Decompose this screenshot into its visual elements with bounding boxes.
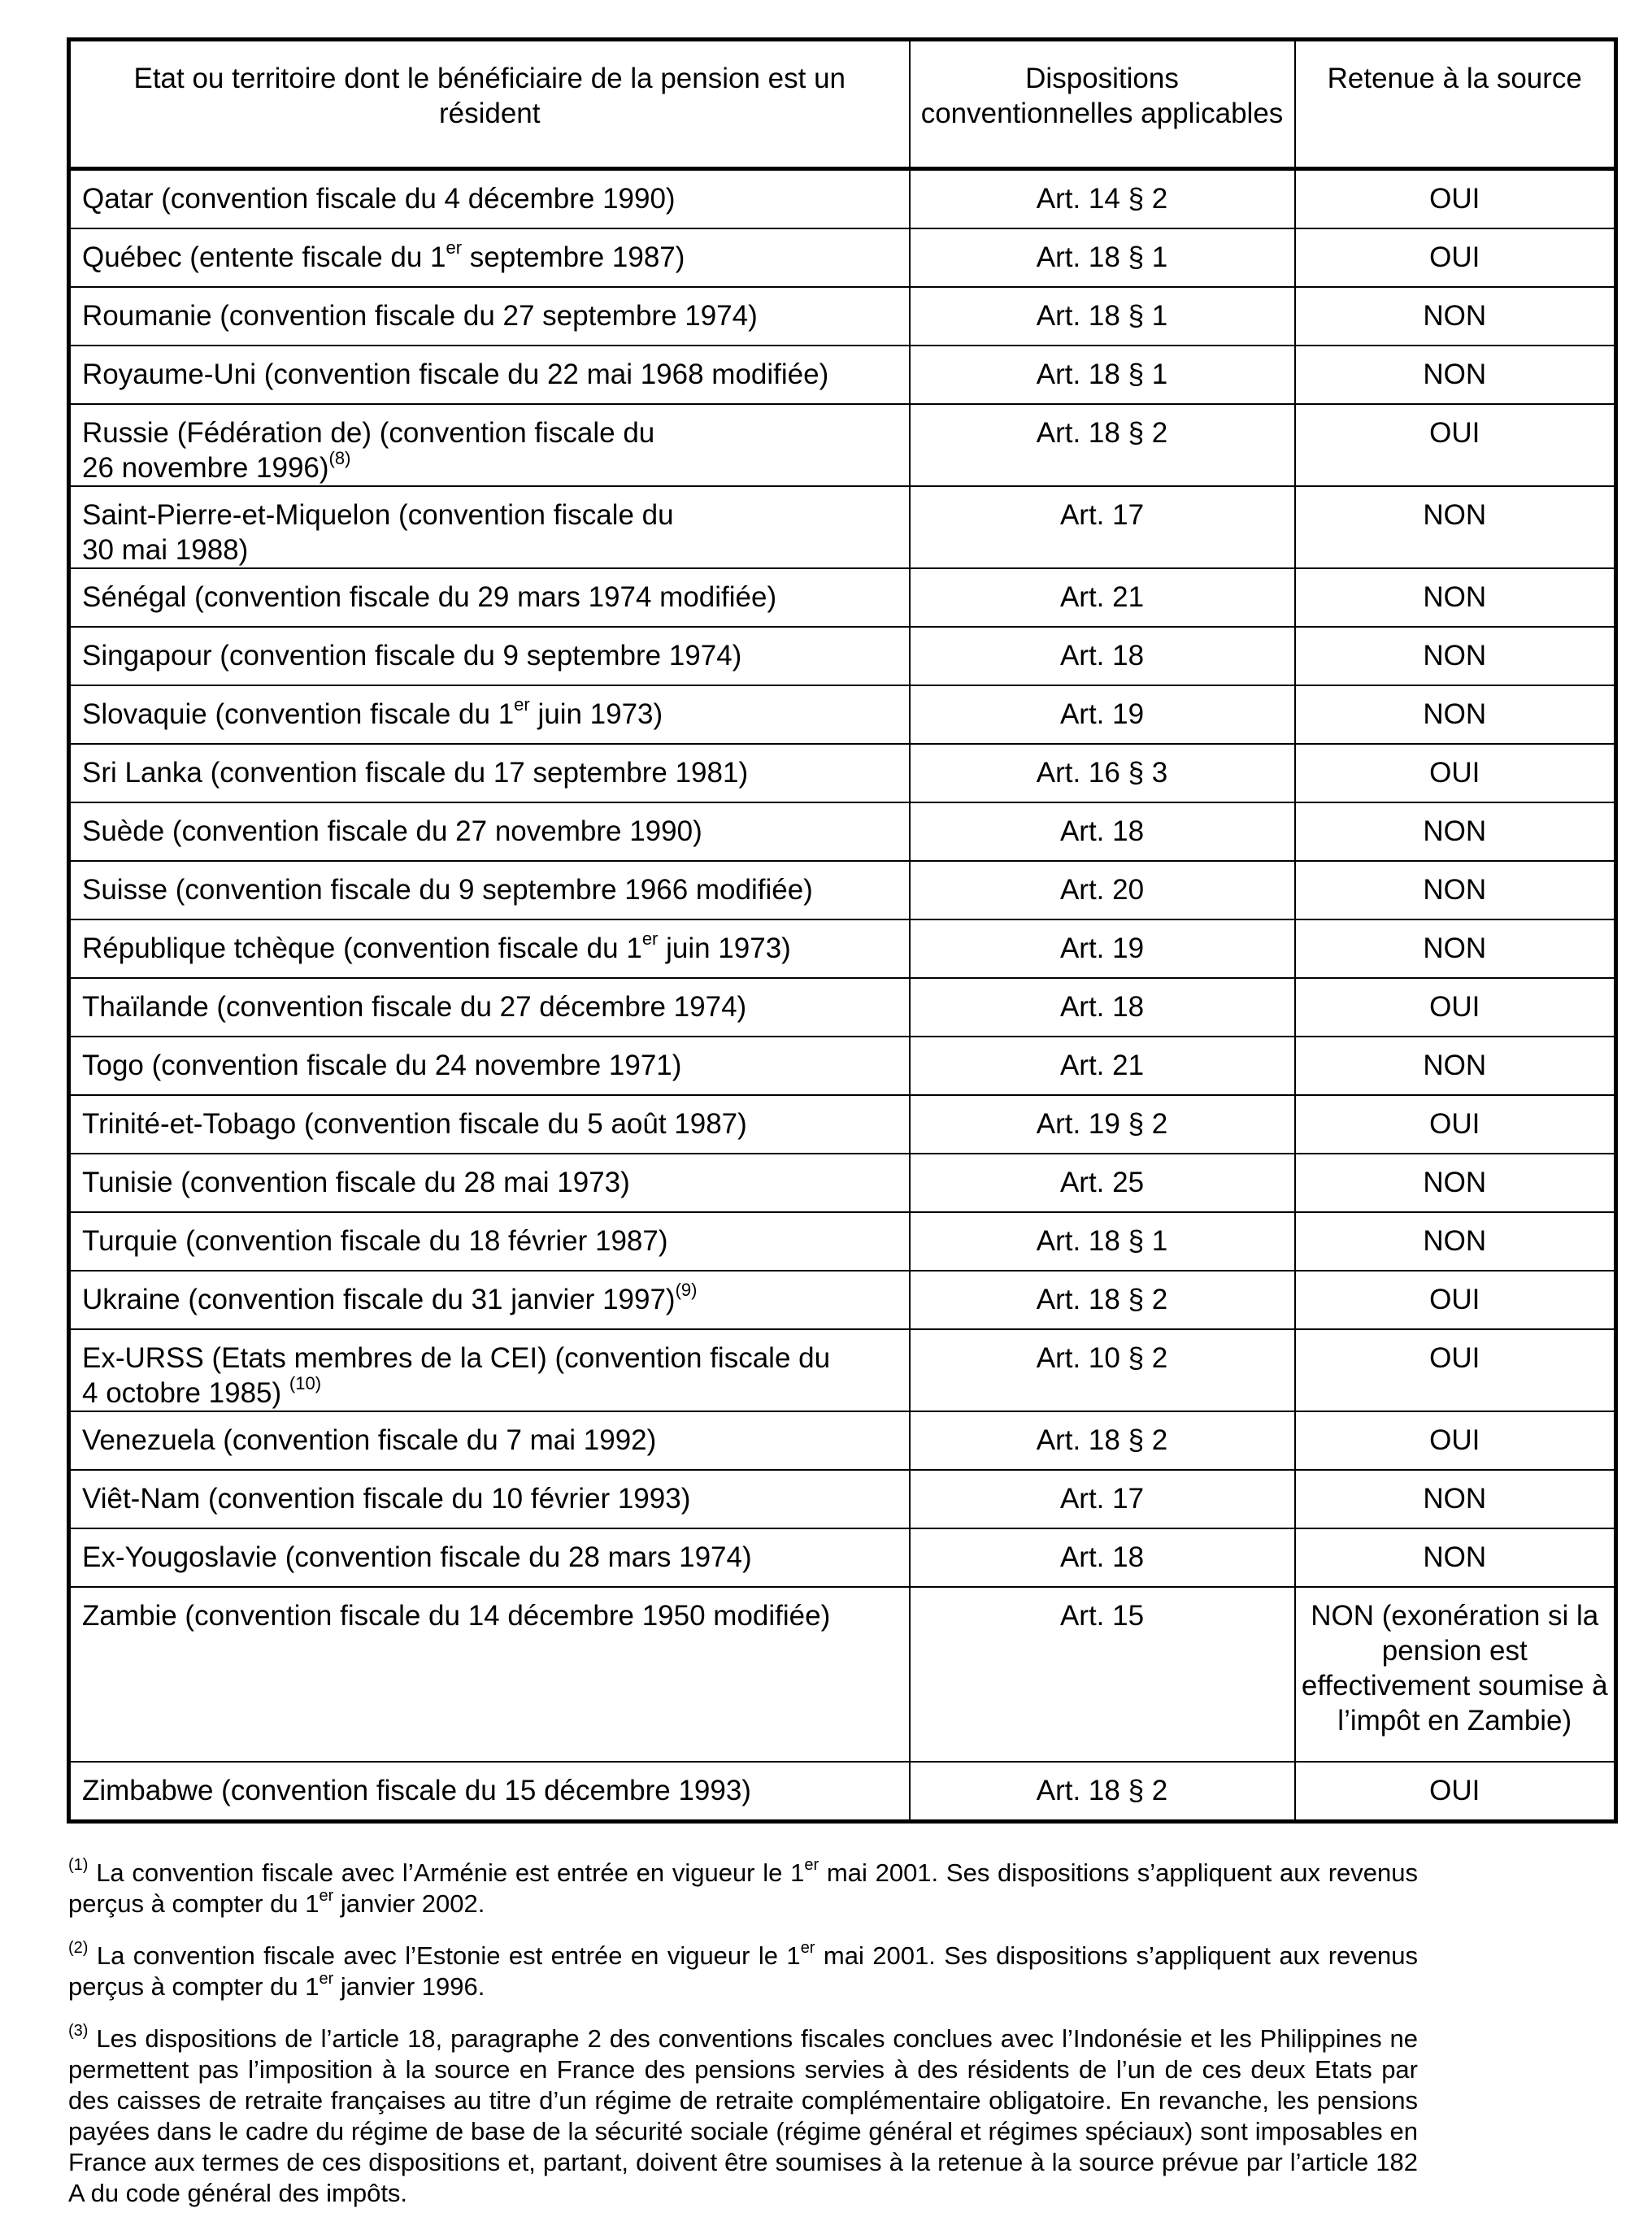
- article-cell: Art. 19: [910, 919, 1295, 978]
- article-cell: Art. 14 § 2: [910, 169, 1295, 229]
- article-cell: Art. 16 § 3: [910, 744, 1295, 802]
- footnote-3: $^{(3)}$ Les dispositions de l’article 18, paragraphe 2 des conventions fiscales conclues avec l’Indonésie et les Philippines ne permettent pas l’imposition à la source en France des pensions servies à des résidents de l’un de ces deux Etats par des caisses de retraite françaises au titre d’un régime de retraite complémentaire obligatoire. En revanche, les pensions payées dans le cadre du régime de base de la sécurité sociale (régime général et régimes spéciaux) sont imposables en France aux termes de ces dispositions et, partant, doivent être soumises à la retenue à la source prévue par l’article 182 A du code général des impôts.: [68, 2021, 1418, 2207]
- retenue-cell: NON: [1295, 861, 1616, 919]
- country-cell: Ex-Yougoslavie (convention fiscale du 28 mars 1974): [69, 1528, 910, 1587]
- table-row: [69, 802, 1616, 861]
- country-cell: Roumanie (convention fiscale du 27 septembre 1974): [69, 287, 910, 346]
- table-row: [69, 287, 1616, 346]
- retenue-cell: NON: [1295, 1528, 1616, 1587]
- article-cell: Art. 18 § 1: [910, 228, 1295, 287]
- superscript: er: [446, 237, 463, 259]
- country-cell: Venezuela (convention fiscale du 7 mai 1992): [69, 1411, 910, 1470]
- country-cell: Viêt-Nam (convention fiscale du 10 février 1993): [69, 1470, 910, 1528]
- retenue-cell: OUI: [1295, 1411, 1616, 1470]
- retenue-cell: OUI: [1295, 228, 1616, 287]
- retenue-cell: OUI: [1295, 1271, 1616, 1329]
- retenue-cell: OUI: [1295, 744, 1616, 802]
- superscript: (8): [328, 448, 351, 469]
- table-row: [69, 1411, 1616, 1470]
- footnote-1: $^{(1)}$ La convention fiscale avec l’Arménie est entrée en vigueur le 1er mai 2001. Ses dispositions s’appliquent aux revenus perçus à compter du 1er janvier 2002.: [68, 1855, 1418, 1918]
- country-cell: Royaume-Uni (convention fiscale du 22 mai 1968 modifiée): [69, 346, 910, 404]
- retenue-cell: NON: [1295, 486, 1616, 568]
- retenue-cell: NON: [1295, 919, 1616, 978]
- article-cell: Art. 21: [910, 568, 1295, 627]
- article-cell: Art. 18 § 2: [910, 1762, 1295, 1822]
- retenue-cell: NON: [1295, 1037, 1616, 1095]
- article-cell: Art. 18: [910, 627, 1295, 685]
- article-cell: Art. 18: [910, 802, 1295, 861]
- footnote-marker: (3): [68, 2021, 89, 2040]
- article-cell: Art. 18 § 2: [910, 1271, 1295, 1329]
- table-row: [69, 1470, 1616, 1528]
- article-cell: Art. 18 § 1: [910, 346, 1295, 404]
- country-cell: Togo (convention fiscale du 24 novembre 1971): [69, 1037, 910, 1095]
- retenue-cell: OUI: [1295, 404, 1616, 486]
- convention-table: [67, 37, 1618, 1824]
- footnote-marker: (1): [68, 1855, 89, 1874]
- retenue-cell: NON: [1295, 1470, 1616, 1528]
- retenue-cell: NON: [1295, 685, 1616, 744]
- superscript: (9): [675, 1280, 698, 1301]
- country-cell: Ex-URSS (Etats membres de la CEI) (convention fiscale du 4 octobre 1985) $^{(10)}$: [69, 1329, 910, 1411]
- country-cell: Turquie (convention fiscale du 18 février 1987): [69, 1212, 910, 1271]
- retenue-cell: NON (exonération si la pension est effectivement soumise à l’impôt en Zambie): [1295, 1587, 1616, 1762]
- country-cell: Sri Lanka (convention fiscale du 17 septembre 1981): [69, 744, 910, 802]
- retenue-cell: NON: [1295, 627, 1616, 685]
- article-cell: Art. 18 § 2: [910, 1411, 1295, 1470]
- footnotes: [68, 1855, 1418, 2230]
- article-cell: Art. 20: [910, 861, 1295, 919]
- article-cell: Art. 19 § 2: [910, 1095, 1295, 1154]
- table-row: [69, 685, 1616, 744]
- retenue-cell: NON: [1295, 287, 1616, 346]
- article-cell: Art. 18 § 1: [910, 1212, 1295, 1271]
- retenue-cell: OUI: [1295, 1095, 1616, 1154]
- country-cell: Slovaquie (convention fiscale du 1er juin 1973): [69, 685, 910, 744]
- table-row: [69, 1271, 1616, 1329]
- country-cell: Suisse (convention fiscale du 9 septembre 1966 modifiée): [69, 861, 910, 919]
- country-cell: Singapour (convention fiscale du 9 septembre 1974): [69, 627, 910, 685]
- table-row: [69, 627, 1616, 685]
- table-row: [69, 1329, 1616, 1411]
- country-cell: Thaïlande (convention fiscale du 27 décembre 1974): [69, 978, 910, 1037]
- table-row: [69, 1154, 1616, 1212]
- retenue-cell: OUI: [1295, 1329, 1616, 1411]
- country-cell: Zambie (convention fiscale du 14 décembre 1950 modifiée): [69, 1587, 910, 1762]
- country-cell: Saint-Pierre-et-Miquelon (convention fiscale du 30 mai 1988): [69, 486, 910, 568]
- article-cell: Art. 21: [910, 1037, 1295, 1095]
- header-dispositions: Dispositions conventionnelles applicables: [910, 40, 1295, 169]
- footnote-2: $^{(2)}$ La convention fiscale avec l’Estonie est entrée en vigueur le 1er mai 2001. Ses dispositions s’appliquent aux revenus perçus à compter du 1er janvier 1996.: [68, 1938, 1418, 2001]
- footnote-marker: (2): [68, 1938, 89, 1957]
- table-row: [69, 1762, 1616, 1822]
- country-cell: République tchèque (convention fiscale du 1er juin 1973): [69, 919, 910, 978]
- country-cell: Zimbabwe (convention fiscale du 15 décembre 1993): [69, 1762, 910, 1822]
- table-row: [69, 486, 1616, 568]
- superscript: er: [641, 928, 659, 950]
- article-cell: Art. 17: [910, 1470, 1295, 1528]
- country-cell: Ukraine (convention fiscale du 31 janvier 1997)$^{(9)}$: [69, 1271, 910, 1329]
- table-row: [69, 1095, 1616, 1154]
- retenue-cell: NON: [1295, 1212, 1616, 1271]
- retenue-cell: OUI: [1295, 169, 1616, 229]
- article-cell: Art. 19: [910, 685, 1295, 744]
- header-retenue: Retenue à la source: [1295, 40, 1616, 169]
- retenue-cell: NON: [1295, 1154, 1616, 1212]
- country-cell: Sénégal (convention fiscale du 29 mars 1974 modifiée): [69, 568, 910, 627]
- table-row: [69, 861, 1616, 919]
- table-row: [69, 1212, 1616, 1271]
- country-cell: Suède (convention fiscale du 27 novembre 1990): [69, 802, 910, 861]
- retenue-cell: OUI: [1295, 1762, 1616, 1822]
- article-cell: Art. 18: [910, 978, 1295, 1037]
- article-cell: Art. 25: [910, 1154, 1295, 1212]
- article-cell: Art. 10 § 2: [910, 1329, 1295, 1411]
- country-cell: Québec (entente fiscale du 1er septembre 1987): [69, 228, 910, 287]
- table-row: [69, 744, 1616, 802]
- table-row: [69, 346, 1616, 404]
- table-row: [69, 568, 1616, 627]
- article-cell: Art. 18 § 2: [910, 404, 1295, 486]
- superscript: (10): [289, 1373, 322, 1394]
- article-cell: Art. 18 § 1: [910, 287, 1295, 346]
- retenue-cell: NON: [1295, 568, 1616, 627]
- table-header-row: [69, 40, 1616, 169]
- retenue-cell: OUI: [1295, 978, 1616, 1037]
- country-cell: Qatar (convention fiscale du 4 décembre 1990): [69, 169, 910, 229]
- country-cell: Tunisie (convention fiscale du 28 mai 1973): [69, 1154, 910, 1212]
- article-cell: Art. 15: [910, 1587, 1295, 1762]
- article-cell: Art. 18: [910, 1528, 1295, 1587]
- table-row: [69, 1528, 1616, 1587]
- country-cell: Russie (Fédération de) (convention fiscale du 26 novembre 1996)$^{(8)}$: [69, 404, 910, 486]
- country-cell: Trinité-et-Tobago (convention fiscale du 5 août 1987): [69, 1095, 910, 1154]
- header-country: Etat ou territoire dont le bénéficiaire de la pension est un résident: [69, 40, 910, 169]
- table-row: [69, 1037, 1616, 1095]
- table-row: [69, 169, 1616, 229]
- article-cell: Art. 17: [910, 486, 1295, 568]
- table-row: [69, 1587, 1616, 1762]
- superscript: er: [514, 694, 530, 715]
- table-row: [69, 228, 1616, 287]
- table-row: [69, 978, 1616, 1037]
- table-row: [69, 404, 1616, 486]
- retenue-cell: NON: [1295, 346, 1616, 404]
- table-row: [69, 919, 1616, 978]
- retenue-cell: NON: [1295, 802, 1616, 861]
